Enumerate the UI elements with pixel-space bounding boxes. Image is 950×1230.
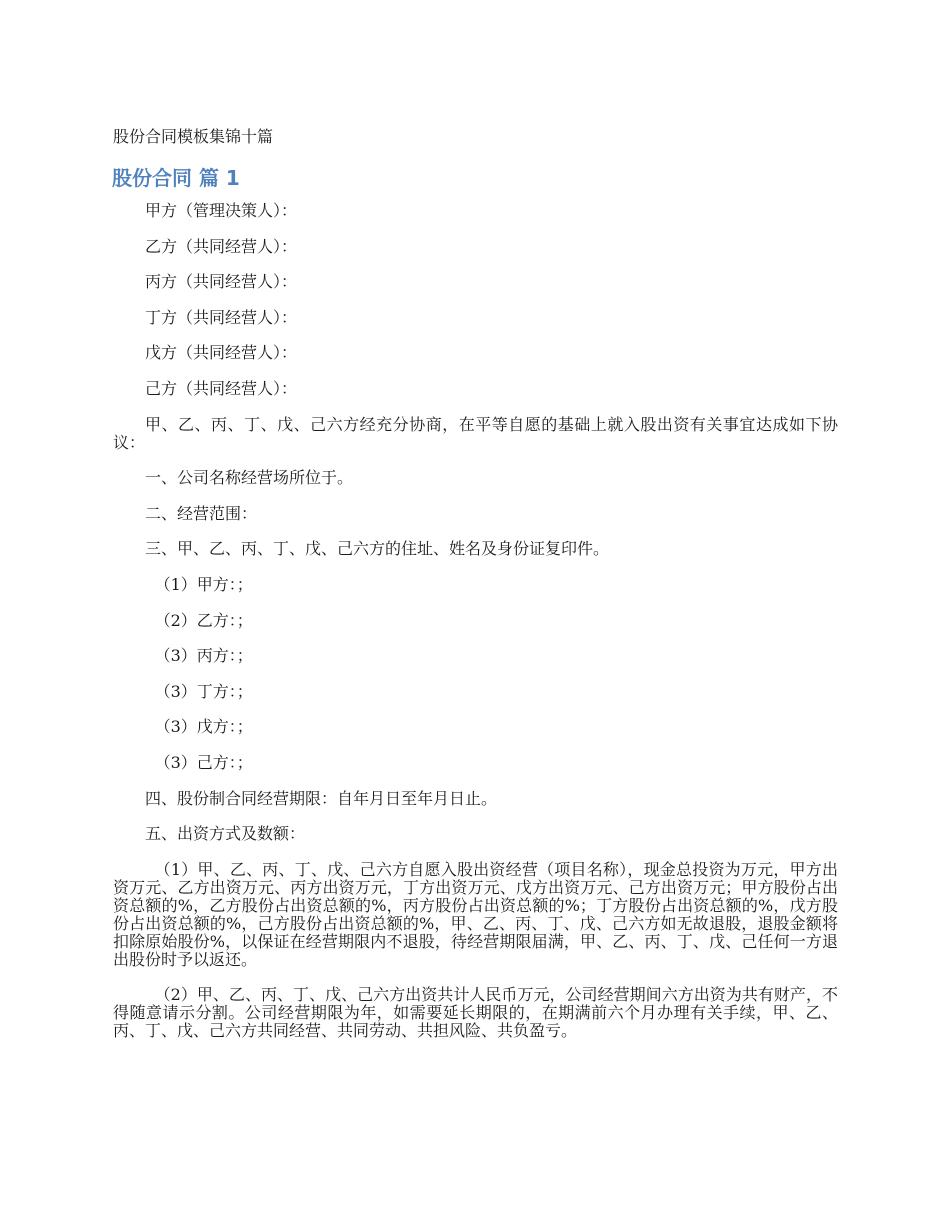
party-a-line: 甲方（管理决策人）：: [145, 201, 298, 220]
party-f-line: 己方（共同经营人）：: [145, 378, 298, 398]
party-b-line: 乙方（共同经营人）：: [145, 236, 298, 256]
document-title: 股份合同模板集锦十篇: [113, 127, 274, 146]
clause-3-party-details: 三、甲、乙、丙、丁、戊、己六方的住址、姓名及身份证复印件。: [145, 539, 610, 559]
clause-4-term: 四、股份制合同经营期限：自年月日至年月日止。: [145, 788, 498, 808]
section-heading: 股份合同 篇 1: [112, 166, 240, 190]
contribution-detail-1: （1）甲、乙、丙、丁、戊、己六方自愿入股出资经营（项目名称），现金总投资为万元，甲方出资万元、乙方出资万元、丙方出资万元，丁方出资万元、戊方出资万元、己方出资万元；甲方股份占出资总额的%，乙方股份占出资总额的%，丙方股份占出资总额的%；丁方股份占出资总额的%，戊方股份占出资总额的%，己方股份占出资总额的%，甲、乙、丙、丁、戊、己六方如无故退股，退股金额将扣除原始股份%，以保证在经营期限内不退股，待经营期限届满，甲、乙、丙、丁、戊、己任何一方退出股份时予以返还。: [113, 859, 838, 969]
party-e-line: 戊方（共同经营人）：: [145, 343, 298, 363]
agreement-intro: 甲、乙、丙、丁、戊、己六方经充分协商，在平等自愿的基础上就入股出资有关事宜达成如下协议：: [113, 414, 838, 452]
clause-2-business-scope: 二、经营范围：: [145, 503, 258, 523]
document-body: [113, 202, 838, 1058]
party-detail-f: （3）己方：；: [154, 752, 253, 772]
clause-1-company-name: 一、公司名称经营场所位于。: [145, 468, 354, 488]
contribution-detail-2: （2）甲、乙、丙、丁、戊、己六方出资共计人民币万元，公司经营期间六方出资为共有财产，不得随意请示分割。公司经营期限为年，如需要延长期限的，在期满前六个月办理有关手续，甲、乙、丙、丁、戊、己六方共同经营、共同劳动、共担风险、共负盈亏。: [113, 985, 838, 1041]
party-d-line: 丁方（共同经营人）：: [145, 307, 298, 327]
party-detail-c: （3）丙方：；: [154, 646, 253, 666]
clause-5-contribution: 五、出资方式及数额：: [145, 824, 306, 844]
party-c-line: 丙方（共同经营人）：: [145, 272, 298, 292]
party-detail-b: （2）乙方：；: [154, 610, 253, 630]
party-detail-d: （3）丁方：；: [154, 681, 253, 701]
party-detail-e: （3）戊方：；: [154, 717, 253, 737]
party-detail-a: （1）甲方：；: [154, 574, 253, 594]
